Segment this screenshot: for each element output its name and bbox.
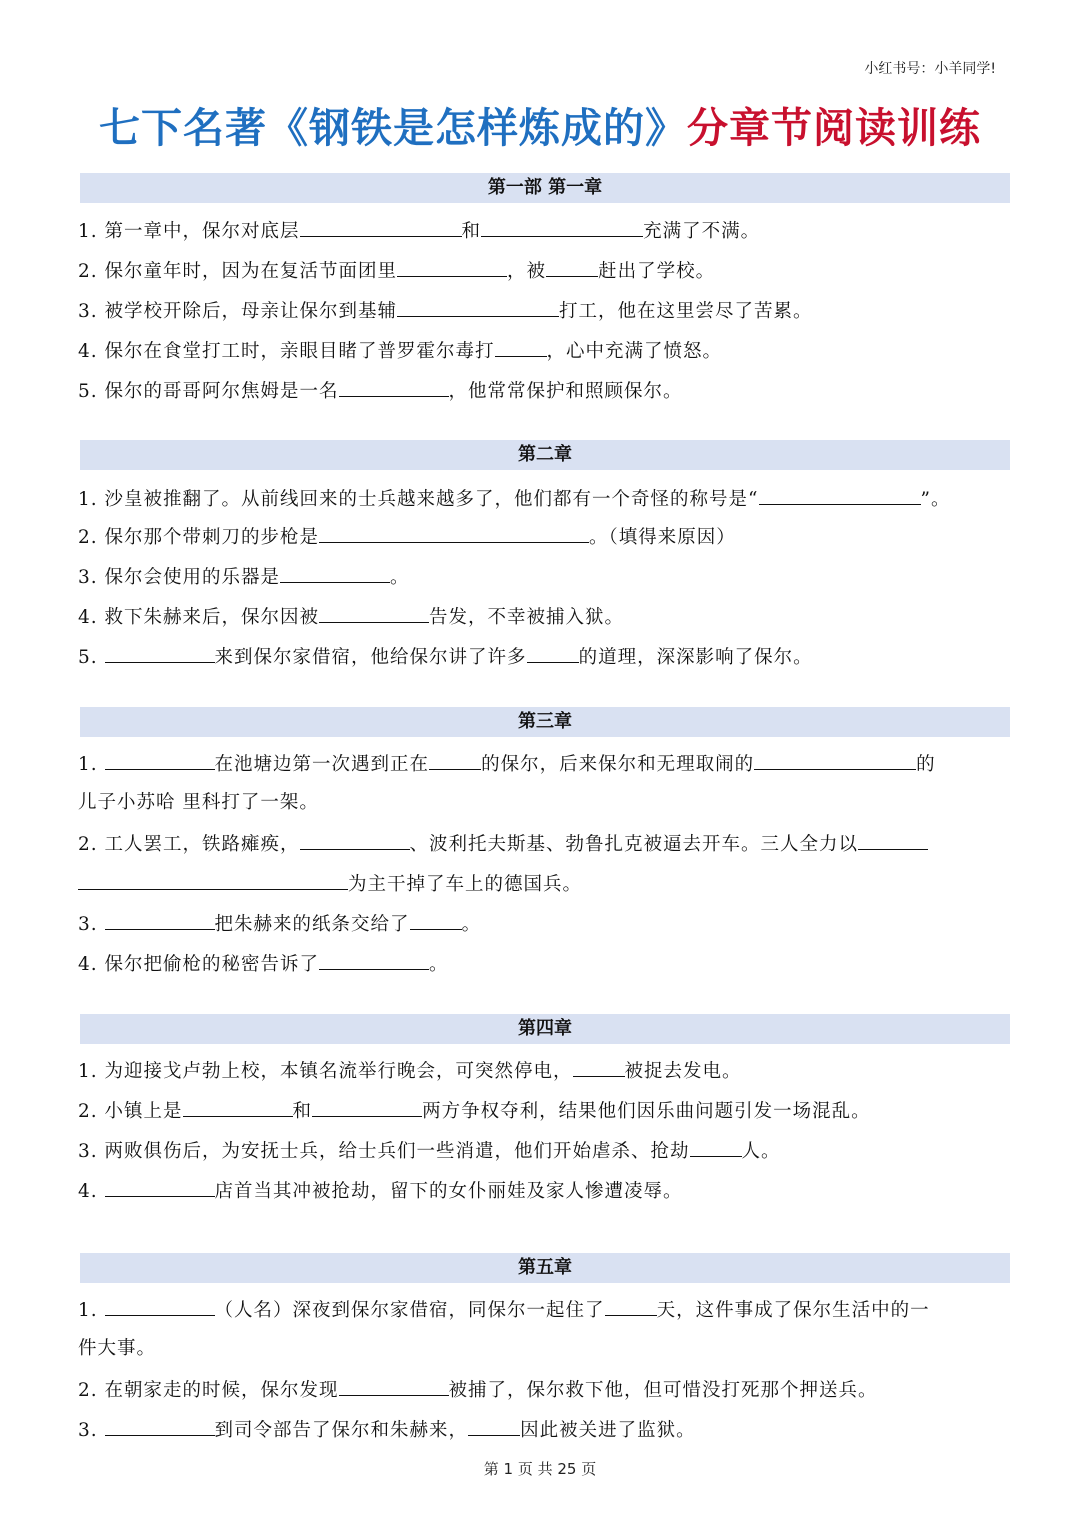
question-line: 3. 保尔会使用的乐器是 。: [78, 562, 1008, 592]
question-line: 1. 沙皇被推翻了。从前线回来的士兵越来越多了，他们都有一个奇怪的称号是“ ”。: [78, 484, 1008, 514]
question-line: 件大事。: [78, 1338, 157, 1359]
section-heading: 第三章: [80, 707, 1010, 737]
answer-blank[interactable]: [105, 909, 215, 930]
question-line: 1. （人名）深夜到保尔家借宿，同保尔一起住了 天，这件事成了保尔生活中的一: [78, 1295, 1008, 1325]
answer-blank[interactable]: [319, 949, 429, 970]
question-line: 4. 保尔把偷枪的秘密告诉了 。: [78, 949, 1008, 979]
answer-blank[interactable]: [339, 1375, 449, 1396]
answer-blank[interactable]: [690, 1136, 742, 1157]
answer-blank[interactable]: [546, 256, 598, 277]
answer-blank[interactable]: [319, 522, 589, 543]
question-line: 4. 店首当其冲被抢劫，留下的女仆丽娃及家人惨遭凌辱。: [78, 1176, 1008, 1206]
answer-blank[interactable]: [319, 602, 429, 623]
answer-blank[interactable]: [605, 1295, 657, 1316]
question-line: 3. 把朱赫来的纸条交给了 。: [78, 909, 1008, 939]
question-line: 2. 保尔童年时，因为在复活节面团里 ，被 赶出了学校。: [78, 256, 1008, 286]
section-heading: 第五章: [80, 1253, 1010, 1283]
answer-blank[interactable]: [397, 256, 507, 277]
question-line: 5. 来到保尔家借宿，他给保尔讲了许多 的道理，深深影响了保尔。: [78, 642, 1008, 672]
question-line: 1. 在池塘边第一次遇到正在 的保尔，后来保尔和无理取闹的 的: [78, 749, 1008, 779]
answer-blank[interactable]: [468, 1415, 520, 1436]
page-title: [0, 100, 1080, 156]
question-line: 3. 到司令部告了保尔和朱赫来， 因此被关进了监狱。: [78, 1415, 1008, 1445]
page-number: 第 1 页 共 25 页: [483, 1460, 597, 1478]
answer-blank[interactable]: [105, 1176, 215, 1197]
answer-blank[interactable]: [527, 642, 579, 663]
title-sub: 分章节阅读训练: [687, 104, 981, 152]
answer-blank[interactable]: [300, 216, 462, 237]
answer-blank[interactable]: [754, 749, 916, 770]
question-line: 3. 两败俱伤后，为安抚士兵，给士兵们一些消遣，他们开始虐杀、抢劫 人。: [78, 1136, 1008, 1166]
answer-blank[interactable]: [858, 829, 928, 850]
question-line: 4. 保尔在食堂打工时，亲眼目睹了普罗霍尔毒打 ，心中充满了愤怒。: [78, 336, 1008, 366]
title-main: 七下名著《钢铁是怎样炼成的》: [99, 104, 687, 152]
answer-blank[interactable]: [339, 376, 449, 397]
answer-blank[interactable]: [397, 296, 559, 317]
question-line: 2. 在朝家走的时候，保尔发现 被捕了，保尔救下他，但可惜没打死那个押送兵。: [78, 1375, 1008, 1405]
answer-blank[interactable]: [105, 642, 215, 663]
answer-blank[interactable]: [759, 484, 921, 505]
answer-blank[interactable]: [495, 336, 547, 357]
question-line: 5. 保尔的哥哥阿尔焦姆是一名 ，他常常保护和照顾保尔。: [78, 376, 1008, 406]
answer-blank[interactable]: [573, 1056, 625, 1077]
question-line: 儿子小苏哈 里科打了一架。: [78, 792, 319, 813]
answer-blank[interactable]: [429, 749, 481, 770]
section-heading: 第四章: [80, 1014, 1010, 1044]
answer-blank[interactable]: [312, 1096, 422, 1117]
section-heading: 第一部 第一章: [80, 173, 1010, 203]
answer-blank[interactable]: [78, 869, 348, 890]
question-line: 2. 保尔那个带刺刀的步枪是 。（填得来原因）: [78, 522, 1008, 552]
answer-blank[interactable]: [105, 749, 215, 770]
question-line: 1. 第一章中，保尔对底层 和 充满了不满。: [78, 216, 1008, 246]
question-line: 1. 为迎接戈卢勃上校，本镇名流举行晚会，可突然停电， 被捉去发电。: [78, 1056, 1008, 1086]
section-heading: 第二章: [80, 440, 1010, 470]
answer-blank[interactable]: [410, 909, 462, 930]
answer-blank[interactable]: [280, 562, 390, 583]
answer-blank[interactable]: [300, 829, 410, 850]
watermark: 小红书号：小羊同学!: [864, 61, 996, 77]
answer-blank[interactable]: [105, 1415, 215, 1436]
question-line: 3. 被学校开除后，母亲让保尔到基辅 打工，他在这里尝尽了苦累。: [78, 296, 1008, 326]
answer-blank[interactable]: [481, 216, 643, 237]
answer-blank[interactable]: [105, 1295, 215, 1316]
question-line: 2. 小镇上是 和 两方争权夺利，结果他们因乐曲问题引发一场混乱。: [78, 1096, 1008, 1126]
question-line: 为主干掉了车上的德国兵。: [78, 869, 1008, 899]
answer-blank[interactable]: [183, 1096, 293, 1117]
question-line: 4. 救下朱赫来后，保尔因被 告发，不幸被捕入狱。: [78, 602, 1008, 632]
question-line: 2. 工人罢工，铁路瘫痪， 、波利托夫斯基、勃鲁扎克被逼去开车。三人全力以: [78, 829, 1008, 859]
